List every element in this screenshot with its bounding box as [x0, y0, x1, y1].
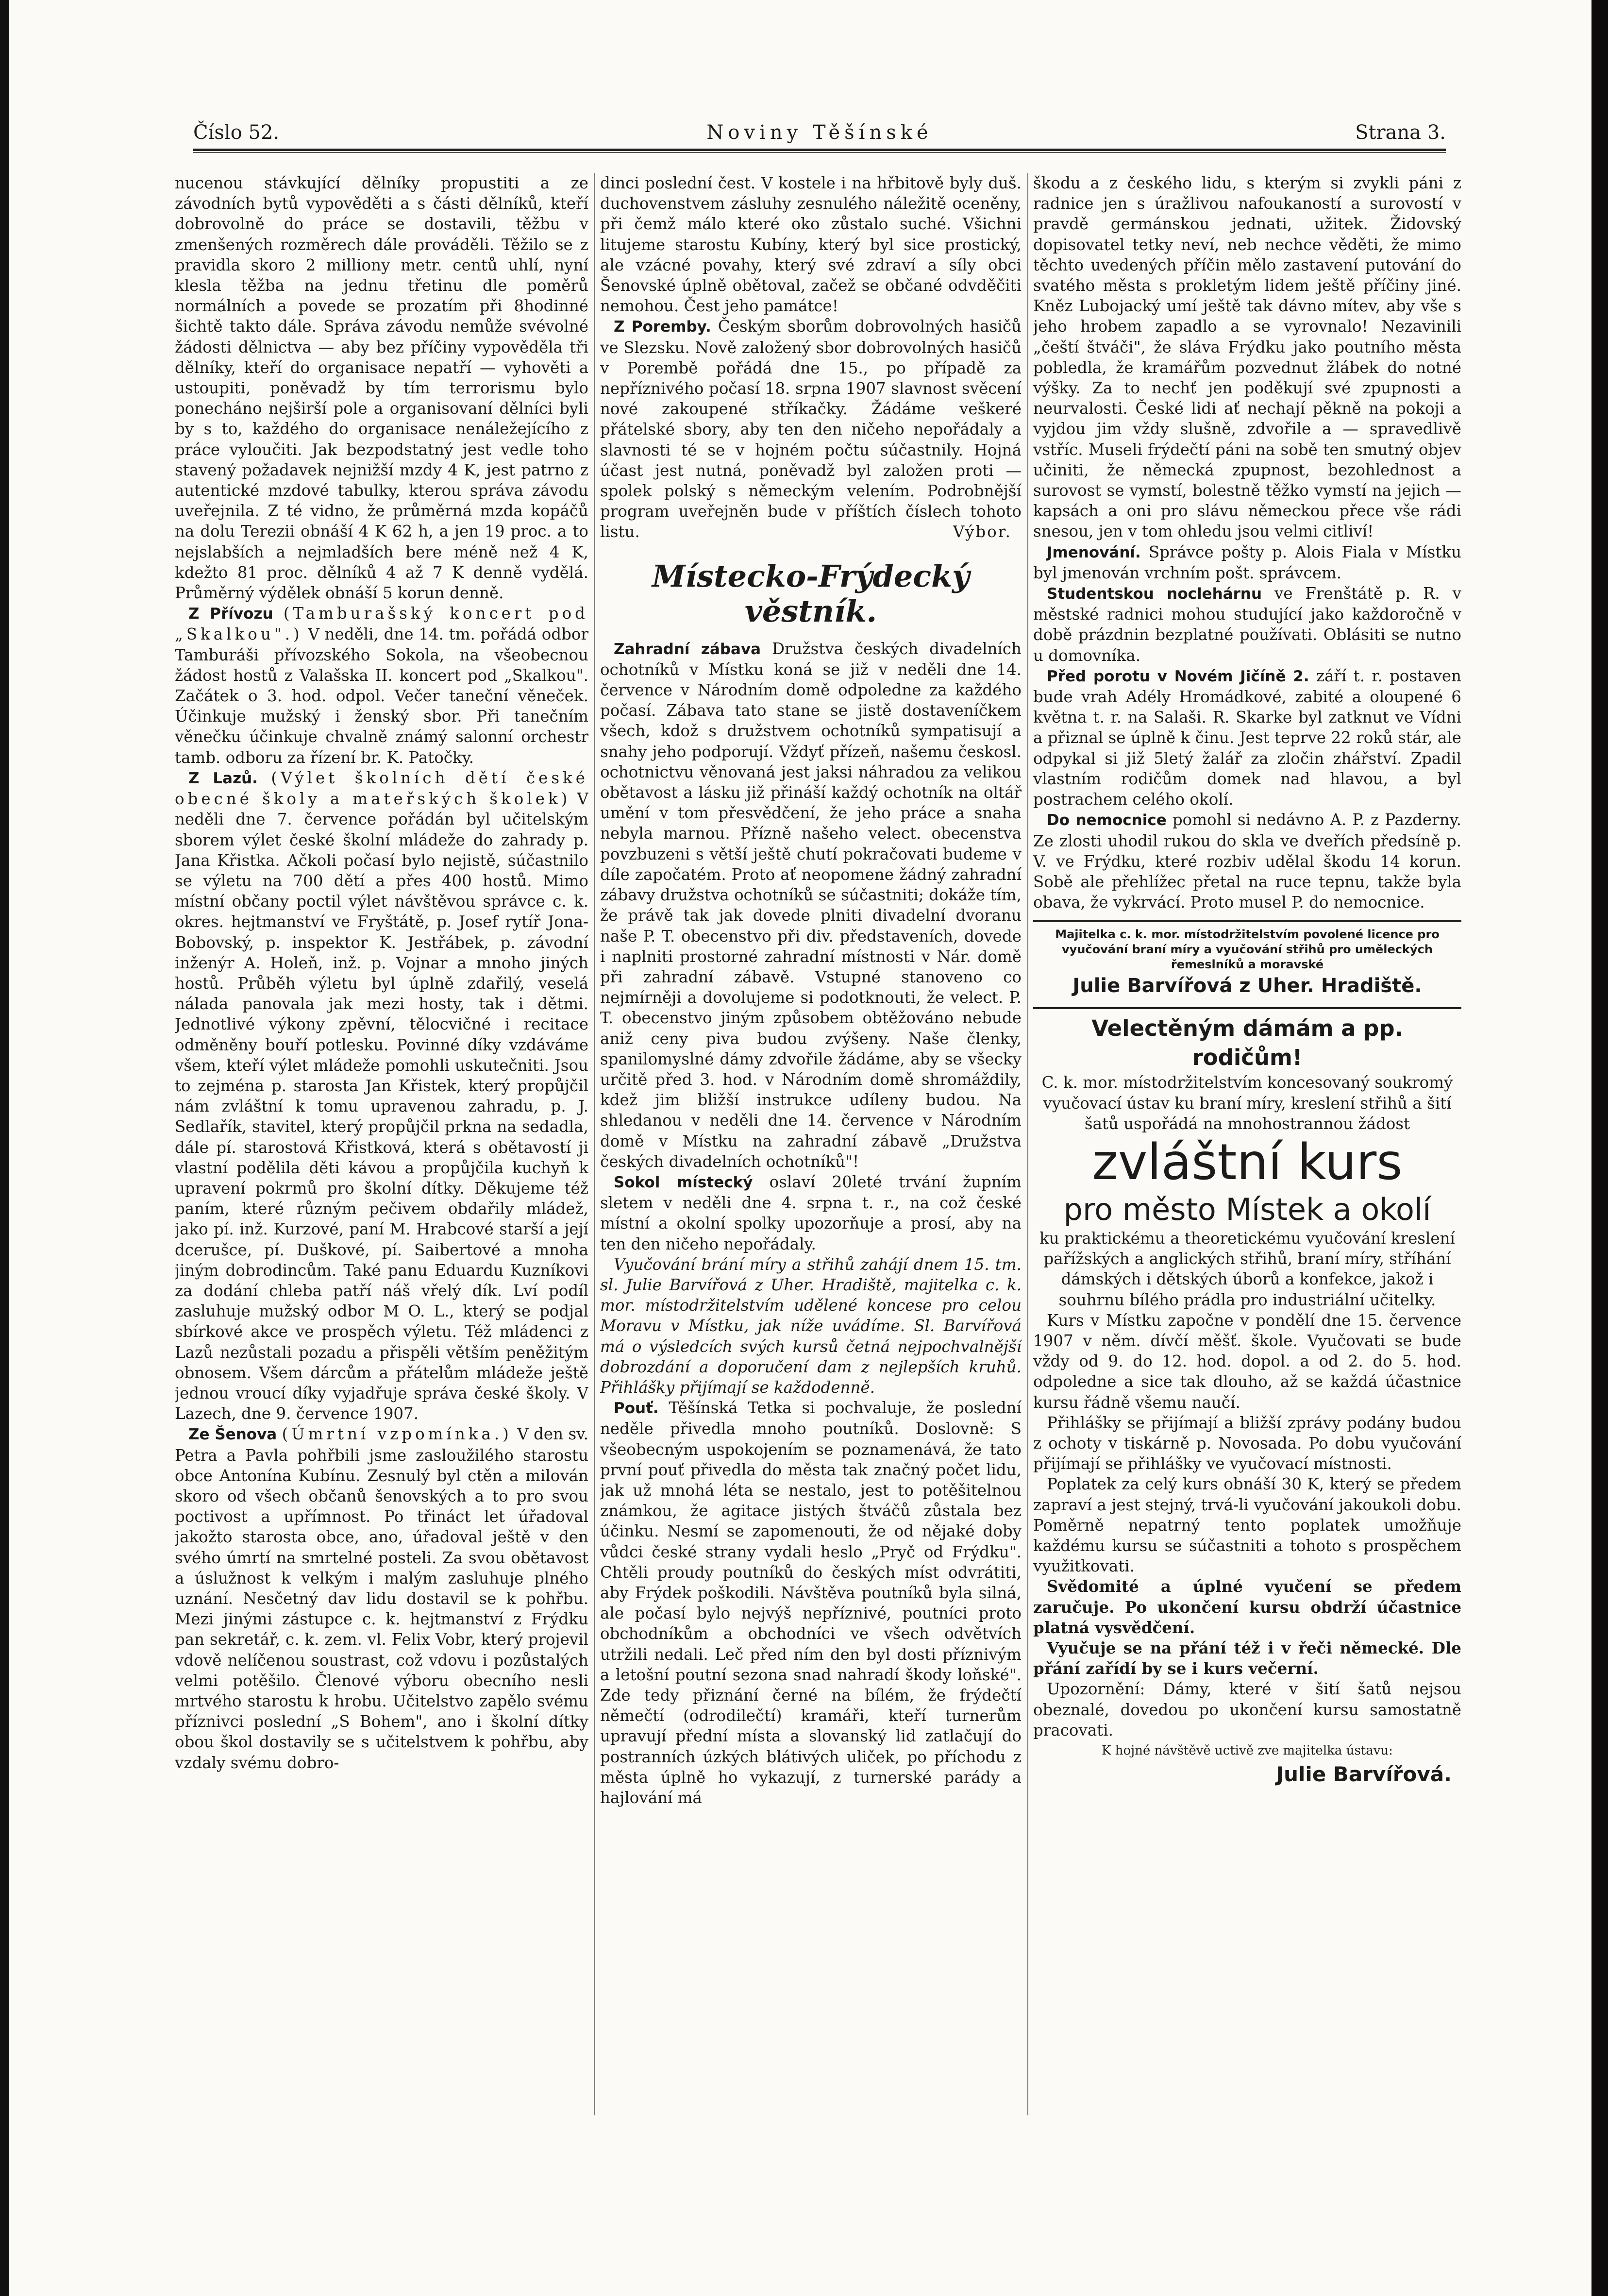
article-text: dinci poslední čest. V kostele i na hřbitově byly duš. duchovenstvem zásluhy zesnulého náležitě oceněny, při čemž málo které oko zůstalo suché. Všichni litujeme starostu Kubíny, který byl sice prostický, ale vzácné povahy, který své zdraví a síly obci Šenovské úplně obětoval, začež se občané odvděčiti nemohou. Čest jeho památce! [600, 174, 1022, 316]
ad-fee: Poplatek za celý kurs obnáší 30 K, který se předem zapraví a jest stejný, trvá-li vyučování jakoukoli dobu. Poměrně nepatrný tento poplatek umožňuje každému kursu se súčastniti a tohoto s prospěchem využitkovati. [1033, 1475, 1461, 1576]
article-privoz [175, 603, 588, 768]
ad-divider [1033, 920, 1461, 922]
newspaper-title: Noviny Těšínské [706, 121, 933, 144]
article-vyucovani: Vyučování brání míry a střihů zahájí dnem 15. tm. sl. Julie Barvířová z Uher. Hradiště, majitelka c. k. mor. místodržitelstvím udělené koncese pro celou Moravu v Místku, jak níže uvádíme. Sl. Barvířová má o výsledcích svých kursů četná nejpochvalnější dobrozdání a doporučení dam z nejlepších kruhů. Přihlášky přijímají se každodenně. [600, 1255, 1022, 1397]
article-lead: Studentskou noclehárnu [1047, 585, 1262, 603]
header-rule [193, 149, 1446, 151]
article-lead: Do nemocnice [1047, 811, 1167, 829]
article-nemocnice [1033, 810, 1461, 912]
issue-number: Číslo 52. [193, 121, 280, 144]
article-poremba [600, 316, 1022, 542]
ad-german: Vyučuje se na přání též i v řeči německé. Dle přání zařídí by se i kurs večerní. [1033, 1638, 1461, 1678]
article-text: září t. r. postaven bude vrah Adély Hromádkové, zabité a oloupené 6 května t. r. na Salaši. R. Skarke byl zatknut ve Vídni a přiznal se úplně k činu. Jest teprve 22 roků stár, ale odpykal si již 5letý žalář za zločin zhářství. Zpadil vlastním rodičům domek nad hlavou, a byl postrachem celého okolí. [1033, 666, 1461, 809]
ad-license-text: Majitelka c. k. mor. místodržitelstvím povolené licence pro vyučování braní míry a vyučování střihů pro uměleckých řemeslníků a moravské [1055, 928, 1440, 972]
page-header [193, 121, 1446, 150]
page-number: Strana 3. [1355, 121, 1446, 144]
ad-divider [1033, 1007, 1461, 1009]
article-text: oslaví 20leté trvání župním sletem v neděli dne 4. srpna t. r., na což české místní a okolní spolky upozorňuje a prosí, aby na ten den ničeho nepořádaly. [600, 1172, 1022, 1253]
ad-notice: Upozornění: Dámy, které v šití šatů nejsou obeznalé, dovedou po ukončení kursu samostatně pracovati. [1033, 1680, 1461, 1739]
ad-course-subtitle: pro město Místek a okolí [1063, 1191, 1431, 1227]
article-text: škodu a z českého lidu, s kterým si zvykli páni z radnice jen s úražlivou nafoukaností a surovostí v pravdě germánskou jednati, užitek. Židovský dopisovatel tetky neví, neb nechce věděti, že mimo těchto uvedených příčin mělo zastavení putování do svatého města s prokletým lidem ještě příčiny jiné. Kněz Lubojacký umí ještě tak dávno mítev, aby vše s jeho hrobem zapadlo a se vyrovnalo! Nezavinili „čeští štváči", že sláva Frýdku jako poutního města pobledla, že kramářům pozvednut žlábek do notné výšky. Za to nechť jen poděkují své zpupnosti a neurvalosti. České lidi ať nechají pěkně na pokoji a vyjdou jim vždy slušně, zdvořile a — spravedlivě vstříc. Museli frýdečtí páni na sobě ten smutný objev učiniti, že německá zpupnost, bezohlednost a surovost se vymstí, bolestně těžko vymstí na jejich — kapsách a oni pro slávu německou přece vše rádi snesou, jen v tom ohledu jsou velmi citliví! [1033, 174, 1461, 541]
article-senov [175, 1424, 588, 1773]
column-2 [600, 173, 1022, 2135]
article-subtitle: (Tamburašský koncert pod „Skalkou".) [175, 604, 588, 644]
ad-invitation: K hojné návštěvě uctivě zve majitelka ústavu: [1102, 1743, 1393, 1758]
article-text: nucenou stávkující dělníky propustiti a ze závodních bytů vypověděti a s části dělníků, kteří dobrovolně do práce se dostavili, těžbu v zmenšených rozměrech dále prováděli. Těžilo se z pravidla skoro 2 milliony metr. centů uhlí, nyní klesla těžba na jednu třetinu dle poměrů normálních a povede se prozatím při 8hodinné šichtě takto dále. Správa závodu nemůže svévolné žádosti dělnictva — aby bez příčiny vypověděla tři dělníky, kteří do organisace nepatří — vyhověti a ustoupiti, poněvadž by tím terrorismu bylo ponecháno nejširší pole a organisovaní dělníci byli by s to, každého do organisace nenáležejícího z práce vyloučiti. Jak bezpodstatný jest vedle toho stavený požadavek nejnižší mzdy 4 K, jest patrno z autentické mzdové tabulky, kterou správa závodu uveřejnila. Z té vidno, že průměrná mzda kopáčů na dolu Terezii obnáší 4 K 62 h, a jen 19 proc. a to nejslabších a nejmladších bere méně než 4 K, kdežto 81 proc. dělníků 4 až 7 K denně vydělá. Průměrný výdělek obnáší 5 korun denně. [175, 174, 588, 603]
article-lead: Pouť. [614, 1400, 659, 1418]
article-text: V neděli, dne 14. tm. pořádá odbor Tamburáši přívozského Sokola, na všeobecnou žádost hostů z Valašska II. koncert pod „Skalkou". Začátek o 3. hod. odpol. Večer taneční věneček. Účinkuje mužský i ženský sbor. Při tanečním věnečku účinkuje chvalně známý salonní orchestr tamb. odboru za řízení br. K. Patočky. [175, 625, 588, 767]
header-rule-thin [193, 152, 1446, 153]
ad-headline: Velectěným dámám a pp. rodičům! [1091, 1015, 1403, 1071]
article-lead: Z Lazů. [188, 769, 258, 787]
ad-signature: Julie Barvířová. [1276, 1762, 1452, 1787]
article-lead: Z Poremby. [614, 318, 711, 336]
article-jmenovani [1033, 542, 1461, 583]
ad-guarantee: Svědomité a úplné vyučení se předem zaručuje. Po ukončení kursu obdrží účastnice platná vysvědčení. [1033, 1577, 1461, 1637]
article-pout [600, 1398, 1022, 1808]
article-text: ve Frenštátě p. R. v městské radnici mohou studující jako každoročně v době prázdnin bezplatné používati. Oblásiti se nutno u domovníka. [1033, 584, 1461, 665]
article-subtitle: (Úmrtní vzpomínka.) [282, 1425, 512, 1444]
article-signature: Výbor. [953, 523, 1012, 541]
scan-edge-right [1591, 0, 1608, 2296]
article-lead: Z Přívozu [188, 605, 273, 623]
section-heading: Místecko-Frýdecký věstník. [652, 558, 970, 629]
article-text: Družstva českých divadelních ochotníků v Místku koná se již v neděli dne 14. července v Národním domě odpoledne za každého počasí. Zábava tato stane se jistě dostaveníčkem všech, kdož s družstvem ochotníků sympatisují a snahy jeho podporují. Vždyť přízeň, našemu českosl. ochotnictvu věnovaná jest jaksi náhradou za velikou obětavost a lásku již přináší každý ochotník na oltář umění v tom přesvědčení, že jeho práce a snaha nebyla marnou. Přízně našeho velect. obecenstva povzbuzeni s větší ještě chutí pokračovati budeme v díle započatém. Proto ať neopomene žádný zahradní zábavy družstva ochotníků se súčastniti; dokáže tím, že právě tak jak dovede plniti divadelní dvoranu naše P. T. obecenstvo při div. představeních, dovede i naplniti prostorné zahradní místnosti v Nár. domě při zahradní zábavě. Vstupné stanoveno co nejmírněji a dovolujeme si podotknouti, že velect. P. T. obecenstvo jiným způsobem obtěžováno nebude aniž ceny piva budou zvýšeny. Naše členky, spanilomyslné dámy zdvořile žádáme, aby se všecky určitě před 3. hod. v Národním domě shromáždily, kdež jim bližší instrukce udíleny budou. Na shledanou v neděli dne 14. července v Národním domě v Místku na zahradní zábavě „Družstva českých divadelních ochotníků"! [600, 639, 1022, 1171]
article-text: Těšínská Tetka si pochvaluje, že poslední neděle přivedla mnoho poutníků. Doslovně: S všeobecným uspokojením se poznamenává, že tato první pouť přivedla do města tak značný počet lidu, jak už mnohá léta se nestalo, jest to potěšitelnou známkou, že agitace jistých štváčů zůstala bez účinku. Nesmí se zapomenouti, že od nějaké doby vůdci české strany vydali heslo „Pryč od Frýdku". Chtěli proudy poutníků do českých míst odvrátiti, aby Frýdek poškodili. Návštěva poutníků byla silná, ale počasí bylo nejvýš nepříznivé, poutníci proto obchodníkům a obchodníci ve všech odvětvích utržili nedali. Leč před ním den byl dosti příznivým a letošní poutní sezona snad nahradí škody loňské". Zde tedy přiznání černé na bílém, že frýdečtí němečtí (odrodilečtí) kramáři, kteří turnerům upravují přední místa a slovanský lid zatlačují do postranních úzkých blátivých uliček, po příchodu z města úplně ho vykazují, z turnerské parády a hajlování má [600, 1399, 1022, 1807]
ad-registration: Přihlášky se přijímají a bližší zprávy podány budou z ochoty v tiskárně p. Novosada. Po dobu vyučování přijímají se přihlášky ve vyučovací místnosti. [1033, 1413, 1461, 1473]
article-lead: Sokol místecký [614, 1173, 753, 1191]
article-text: Českým sborům dobrovolných hasičů ve Slezsku. Nově založený sbor dobrovolných hasičů v Porembě pořádá dne 15., po případě za nepříznivého počasí 18. srpna 1907 slavnost svěcení nové zakoupené stříkačky. Žádáme veškeré přátelské sbory, aby ten den ničeho nepořádaly a slavnosti té se v hojném počtu súčastnily. Hojná účast jest nutná, poněvadž byl založen proti — spolek polský s německým velením. Podrobnější program uveřejněn bude v příštích číslech tohoto listu. [600, 317, 1022, 541]
article-subtitle: (Výlet školních dětí české obecné školy a mateřských školek) [175, 768, 588, 809]
article-lead: Jmenování. [1047, 543, 1141, 561]
article-zahradni-zabava [600, 639, 1022, 1172]
article-lazy [175, 768, 588, 1424]
article-sokol [600, 1172, 1022, 1254]
article-lead: Zahradní zábava [614, 640, 761, 658]
column-divider [594, 173, 595, 2115]
column-divider [1027, 173, 1028, 2115]
article-text: V neděli dne 7. července pořádán byl učitelským sborem výlet české školní mládeže do zahrady p. Jana Křistka. Ačkoli počasí bylo nejistě, súčastnilo se výletu na 700 dětí a přes 400 hostů. Mimo místní občany poctil výlet návštěvou správce c. k. okres. hejtmanství ve Fryštátě, p. Josef rytíř Jona-Bobovský, p. inspektor K. Jestřábek, p. závodní inženýr A. Holeň, inž. p. Vojnar a mnoho jiných hostů. Průběh výletu byl úplně zdařilý, veselá nálada panovala jak mezi hosty, tak i dětmi. Jednotlivé výkony zpěvní, tělocvičné i recitace odměněny bouří potlesku. Povinné díky vzdáváme všem, kteří výlet mládeže pomohli uskutečniti. Jsou to zejména p. starosta Jan Křistek, který propůjčil nám zvláštní k tomu upravenou zahradu, p. J. Sedlařík, stavitel, který propůjčil prkna na sedadla, dále pí. starostová Křistková, která s obětavostí ji vlastní podělila děti kávou a propůjčila kuchyň k upravení pokrmů pro školní dítky. Děkujeme též paním, které různým pečivem obdařily mládež, jako pí. inž. Kurzové, paní M. Hrabcové starší a její dcerušce, pí. Duškové, pí. Saibertové a mnoha jiným dobrodincům. Také panu Eduardu Kuzníkovi za dodání chleba patří náš vřelý dík. Lví podíl zasluhuje mužský odbor M O. L., který se podjal sbírkové akce ve prospěch výletu. Též mládenci z Lazů nezůstali pozadu a přispěli větším peněžitým obnosem. Všem dárcům a přátelům mládeže ještě jednou vroucí díky vyjadřuje správa české školy. V Lazech, dne 9. července 1907. [175, 790, 588, 1423]
article-lead: Ze Šenova [188, 1426, 277, 1444]
article-text: V den sv. Petra a Pavla pohřbili jsme zasloužilého starostu obce Antonína Kubínu. Zesnulý byl ctěn a milován skoro od všech občanů šenovských a to pro svou poctivost a upřímnost. Po třináct let úřadoval jakožto starosta obce, ano, úřadoval ještě v den svého úmrtí na smrtelné posteli. Za svou obětavost a úslužnost k velkým i malým zasluhuje plného uznání. Nesčetný dav lidu dostavil se k pohřbu. Mezi jinými zástupce c. k. hejtmanství z Frýdku pan sekretář, c. k. zem. vl. Felix Vobr, který projevil vdově nelíčenou soustrast, což vdovu i pozůstalých velmi potěšilo. Členové výboru obecního nesli mrtvého starostu k hrobu. Učitelstvo zapělo svému příznivci poslední „S Bohem", ano i školní dítky obou škol dostavily se s učitelstvem k pohřbu, aby vzdaly svému dobro- [175, 1425, 588, 1772]
ad-course-title: zvláštní kurs [1092, 1133, 1403, 1191]
article-porota [1033, 666, 1461, 810]
article-text: pomohl si nedávno A. P. z Pazderny. Ze zlosti uhodil rukou do skla ve dveřích předsíně p. V. ve Frýdku, které rozbiv udělal škodu 14 korun. Sobě ale přehlížec přetal na ruce tepnu, takže byla obava, že vykrvácí. Proto musel P. do nemocnice. [1033, 810, 1461, 912]
column-3 [1033, 173, 1461, 2135]
ad-schedule: Kurs v Místku započne v pondělí dne 15. července 1907 v něm. dívčí měšť. škole. Vyučovati se bude vždy od 9. do 12. hod. dopol. a od 2. do 5. hod. odpoledne a sice tak dlouho, až se každá účastnice kursu řádně všemu naučí. [1033, 1311, 1461, 1412]
column-1 [175, 173, 588, 2135]
article-lead: Před porotu v Novém Jičíně 2. [1047, 667, 1309, 685]
ad-owner-name: Julie Barvířová z Uher. Hradiště. [1072, 975, 1422, 997]
article-noclehama [1033, 583, 1461, 666]
ad-intro: C. k. mor. místodržitelstvím koncesovaný soukromý vyučovací ústav ku braní míry, kreslení střihů a šití šatů uspořádá na mnohostrannou žádost [1041, 1073, 1453, 1133]
scan-edge-left [0, 0, 9, 2296]
ad-body: ku praktickému a theoretickému vyučování kreslení pařížských a anglických střihů, braní míry, stříhání dámských i dětských úborů a konfekce, jakož i souhrnu bílého prádla pro industriální učitelky. [1039, 1229, 1455, 1309]
article-text: Správce pošty p. Alois Fiala v Místku byl jmenován vrchním pošt. správcem. [1033, 542, 1461, 582]
